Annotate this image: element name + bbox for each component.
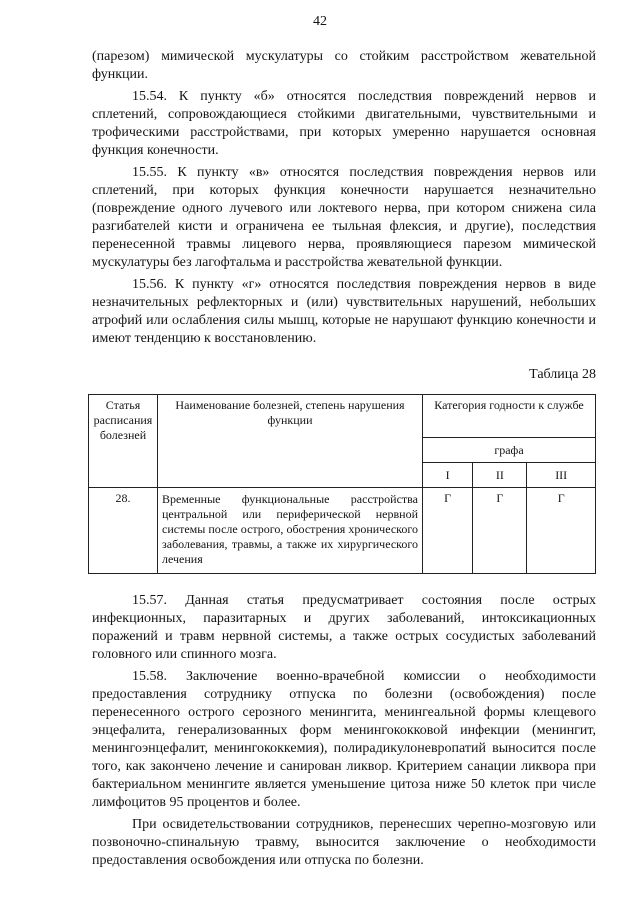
paragraph-15-57: 15.57. Данная статья предусматривает состояния после острых инфекционных, паразитарных и других заболеваний, интоксикационных поражений и травм нервной системы, а также острых сосудистых заболеваний головного или спинного мозга. (92, 593, 596, 662)
column-header: III (527, 463, 596, 488)
paragraph-15-54: 15.54. К пункту «б» относятся последствия повреждений нервов и сплетений, сопровождающиеся стойкими двигательными, чувствительными и трофическими расстройствами, при которых умеренно нарушается основная функция конечности. (92, 89, 596, 158)
row-description: Временные функциональные расстройства центральной или периферической нервной системы после острого, обострения хронического заболевания, травмы, а также их хирургического лечения (158, 488, 423, 574)
after-table-section (92, 592, 596, 870)
paragraph-15-58: 15.58. Заключение военно-врачебной комиссии о необходимости предоставления сотруднику отпуска по болезни (освобождения) после перенесенного острого серозного менингита, менингеальной формы клещевого энцефалита, генерализованных форм менингококковой инфекции (менингит, менингоэнцефалит, менингококкемия), полирадикулоневропатий выносится после того, как закончено лечение и санирован ликвор. Критерием санации ликвора при бактериальном менингите является уменьшение цитоза ниже 50 клеток при числе лимфоцитов 95 процентов и более. (92, 669, 596, 810)
paragraph-continuation: (парезом) мимической мускулатуры со стойким расстройством жевательной функции. (92, 49, 596, 82)
header-disease-name: Наименование болезней, степень нарушения функции (158, 395, 423, 488)
row-article: 28. (89, 488, 158, 574)
row-value: Г (473, 488, 527, 574)
column-header: II (473, 463, 527, 488)
column-header: I (423, 463, 473, 488)
paragraph-15-56: 15.56. К пункту «г» относятся последствия повреждения нервов в виде незначительных рефлекторных и (или) чувствительных нарушений, небольших атрофий или ослабления силы мышц, которые не нарушают функцию конечности и имеют тенденцию к восстановлению. (92, 277, 596, 346)
table-header-row (89, 395, 596, 438)
table-row (89, 488, 596, 574)
header-article: Статья расписания болезней (89, 395, 158, 488)
page-number: 42 (313, 14, 327, 29)
paragraph-final: При освидетельствовании сотрудников, перенесших черепно-мозговую или позвоночно-спинальную травму, выносится заключение о необходимости предоставления освобождения или отпуска по болезни. (92, 817, 596, 868)
row-value: Г (527, 488, 596, 574)
header-category: Категория годности к службе (423, 395, 596, 438)
table-28 (88, 394, 596, 574)
document-body (92, 48, 596, 874)
paragraph-15-55: 15.55. К пункту «в» относятся последствия повреждения нервов или сплетений, при которых функция конечности нарушается незначительно (повреждение одного лучевого или локтевого нерва, при котором снижена сила разгибателей кисти и ограничена ее тыльная флексия, и другие), последствия перенесенной травмы лицевого нерва, проявляющиеся парезом мимической мускулатуры без лагофтальма и расстройства жевательной функции. (92, 165, 596, 270)
row-value: Г (423, 488, 473, 574)
header-grafa: графа (423, 438, 596, 463)
table-caption: Таблица 28 (529, 367, 596, 382)
